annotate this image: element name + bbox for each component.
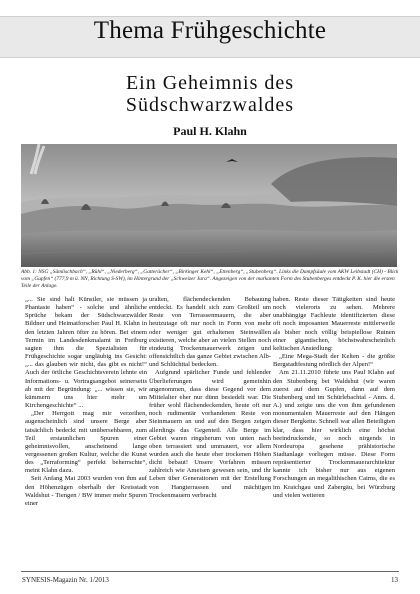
author-name: Paul H. Klahn	[173, 124, 247, 138]
article-title	[0, 72, 420, 116]
text-column-2	[149, 296, 271, 564]
paragraph: haben. Reste dieser Tätigkeiten sind heute noch vielerorts zu sehen. Mehrere unabhängige Fachleute identifizierten diese oft noch imposanten Mauerreste mittlerweile als bisher noch völlig beispiellose Ruinen einer gigantischen, höchstwahrscheinlich keltischen Ansiedlung:	[273, 296, 395, 352]
text-column-1	[25, 296, 147, 564]
section-title: Thema Frühgeschichte	[93, 17, 327, 44]
text-column-3	[273, 296, 395, 564]
landscape-photo	[21, 144, 397, 267]
paragraph: Aufgrund spärlicher Funde und fehlender Überlieferungen wird gemeinhin angenommen, dass diese Gegend vor dem Mittelalter eher nur dünn besiedelt war. Die früher wohl flächendeckenden, heute oft nur noch rudimentär vorhandenen Reste von Steinmauern an und auf den Bergen zeigen allerdings das Gegenteil. Alle Berge im Gebiet waren ringsherum von unten nach oben terrassiert und ummauert, vor allem wurden auch die heute eher trockenen Höhen dicht bebaut! Unsere Vorfahren müssen zahlreich wie Ameisen gewesen sein, und ihr Leben über Generationen mit der Erstellung von Hangterrassen und mächtigen Trockenmauern verbracht	[149, 369, 271, 499]
landscape-photo-graphic	[21, 144, 397, 267]
page-number: 13	[391, 576, 398, 584]
photo-caption: Abb. 1: NSG „Sämlischbach“, „Rühl“, „Niederberg“, „Gatterächer“, „Birkinger Kehl“, „Ettenberg“, „Stubenberg“. Links die Dampfsäule vom AKW Leibstadt (CH) - Blick vom „Gupfen“ (777,9 m ü. NN, Richtung S-SW), im Hintergrund der „Schweizer Jura“. Angezeigen von der markanten Form des Stubenberges entdeckt P. K. hier die ersten Teile der Anlage.	[21, 269, 399, 290]
paragraph: Am 21.11.2010 führte uns Paul Klahn auf den Stubenberg bei Waldshut (wir waren zuerst auf dem Gupfen, dann auf dem Stubenberg und im Schürlebachtal - Anm. d. A.) und zeigte uns die von ihm gefundenen monumentalen Mauerreste auf den Hängen dieser Bergkette. Schnell war allen Beteiligten klar, dass hier wirklich eine höchst beeindruckende, so noch nirgends in Nordeuropa gesehene prähistorische Stadtanlage vorliegen müsse. Diese Form repräsentierter Trockenmauerarchitektur kannte ich bisher nur aus eigenen Forschungen an megalithischen Cairns, die es im Kraichgau und Zabergäu, bei Würzburg und vielen weiteren	[273, 369, 395, 499]
article-title-line2: Südschwarzwaldes	[125, 94, 295, 116]
paragraph: „Eine Mega-Stadt der Kelten - die größte Bergstadtfestung nördlich der Alpen!“	[273, 353, 395, 369]
footer-divider	[21, 571, 399, 572]
paragraph: uralten, flächendeckenden Bebauung entdeckt. Es handelt sich zum Großteil um Reste von Terrassenmauern, die aber heutzutage oft nur noch in Form von mehr oder weniger gut erhaltenen Steinwällen existieren, welche aber an vielen Stellen noch eindeutig Trockenmauerwerk zeigen und offensichtlich das ganze Gebiet zwischen Alb- und Schlüchttal bedecken.	[149, 296, 271, 369]
paragraph: „Der Herrgott mag mir verzeihen, augenscheinlich sind unsere Berge aber tatsächlich bedeckt mit unübersehbaren, zum Teil erstaunlichen Spuren einer geheimnisvollen, anscheinend lange vergessenen großen Kultur, welche die Kunst des „Terraforming“ perfekt beherrschte“, meint Klahn dazu.	[25, 410, 147, 475]
article-title-line1: Ein Geheimnis des	[125, 72, 295, 94]
footer-publication: SYNESIS-Magazin Nr. 1/2013	[22, 576, 109, 584]
paragraph: Seit Anfang Mai 2003 wurden von ihm auf den Höhenzügen oberhalb der Kreisstadt Waldshut - Tiengen / BW immer mehr Spuren einer	[25, 475, 147, 507]
paragraph: „... Sie sind halt Künstler, sie müssen ja Phantasie haben“ - solche und ähnliche Sprüche bekam der Südschwarzwälder Bildner und Heimatforscher Paul H. Klahn in den letzten Jahren öfter zu hören. Bei einem Termin im Landesdenkmalamt in Freiburg sagten ihm die Spezialisten für Frühgeschichte sogar ungläubig ins Gesicht: „... das glauben wir nicht, das gibt es nicht!“ Auch der örtliche Geschichtsverein lehnte ein Informations- u. Vortragsangebot seinerseits ab mit der Begründung: „... wissen sie, wir kümmern uns hier mehr um Kirchengeschichte“ ...	[25, 296, 147, 410]
